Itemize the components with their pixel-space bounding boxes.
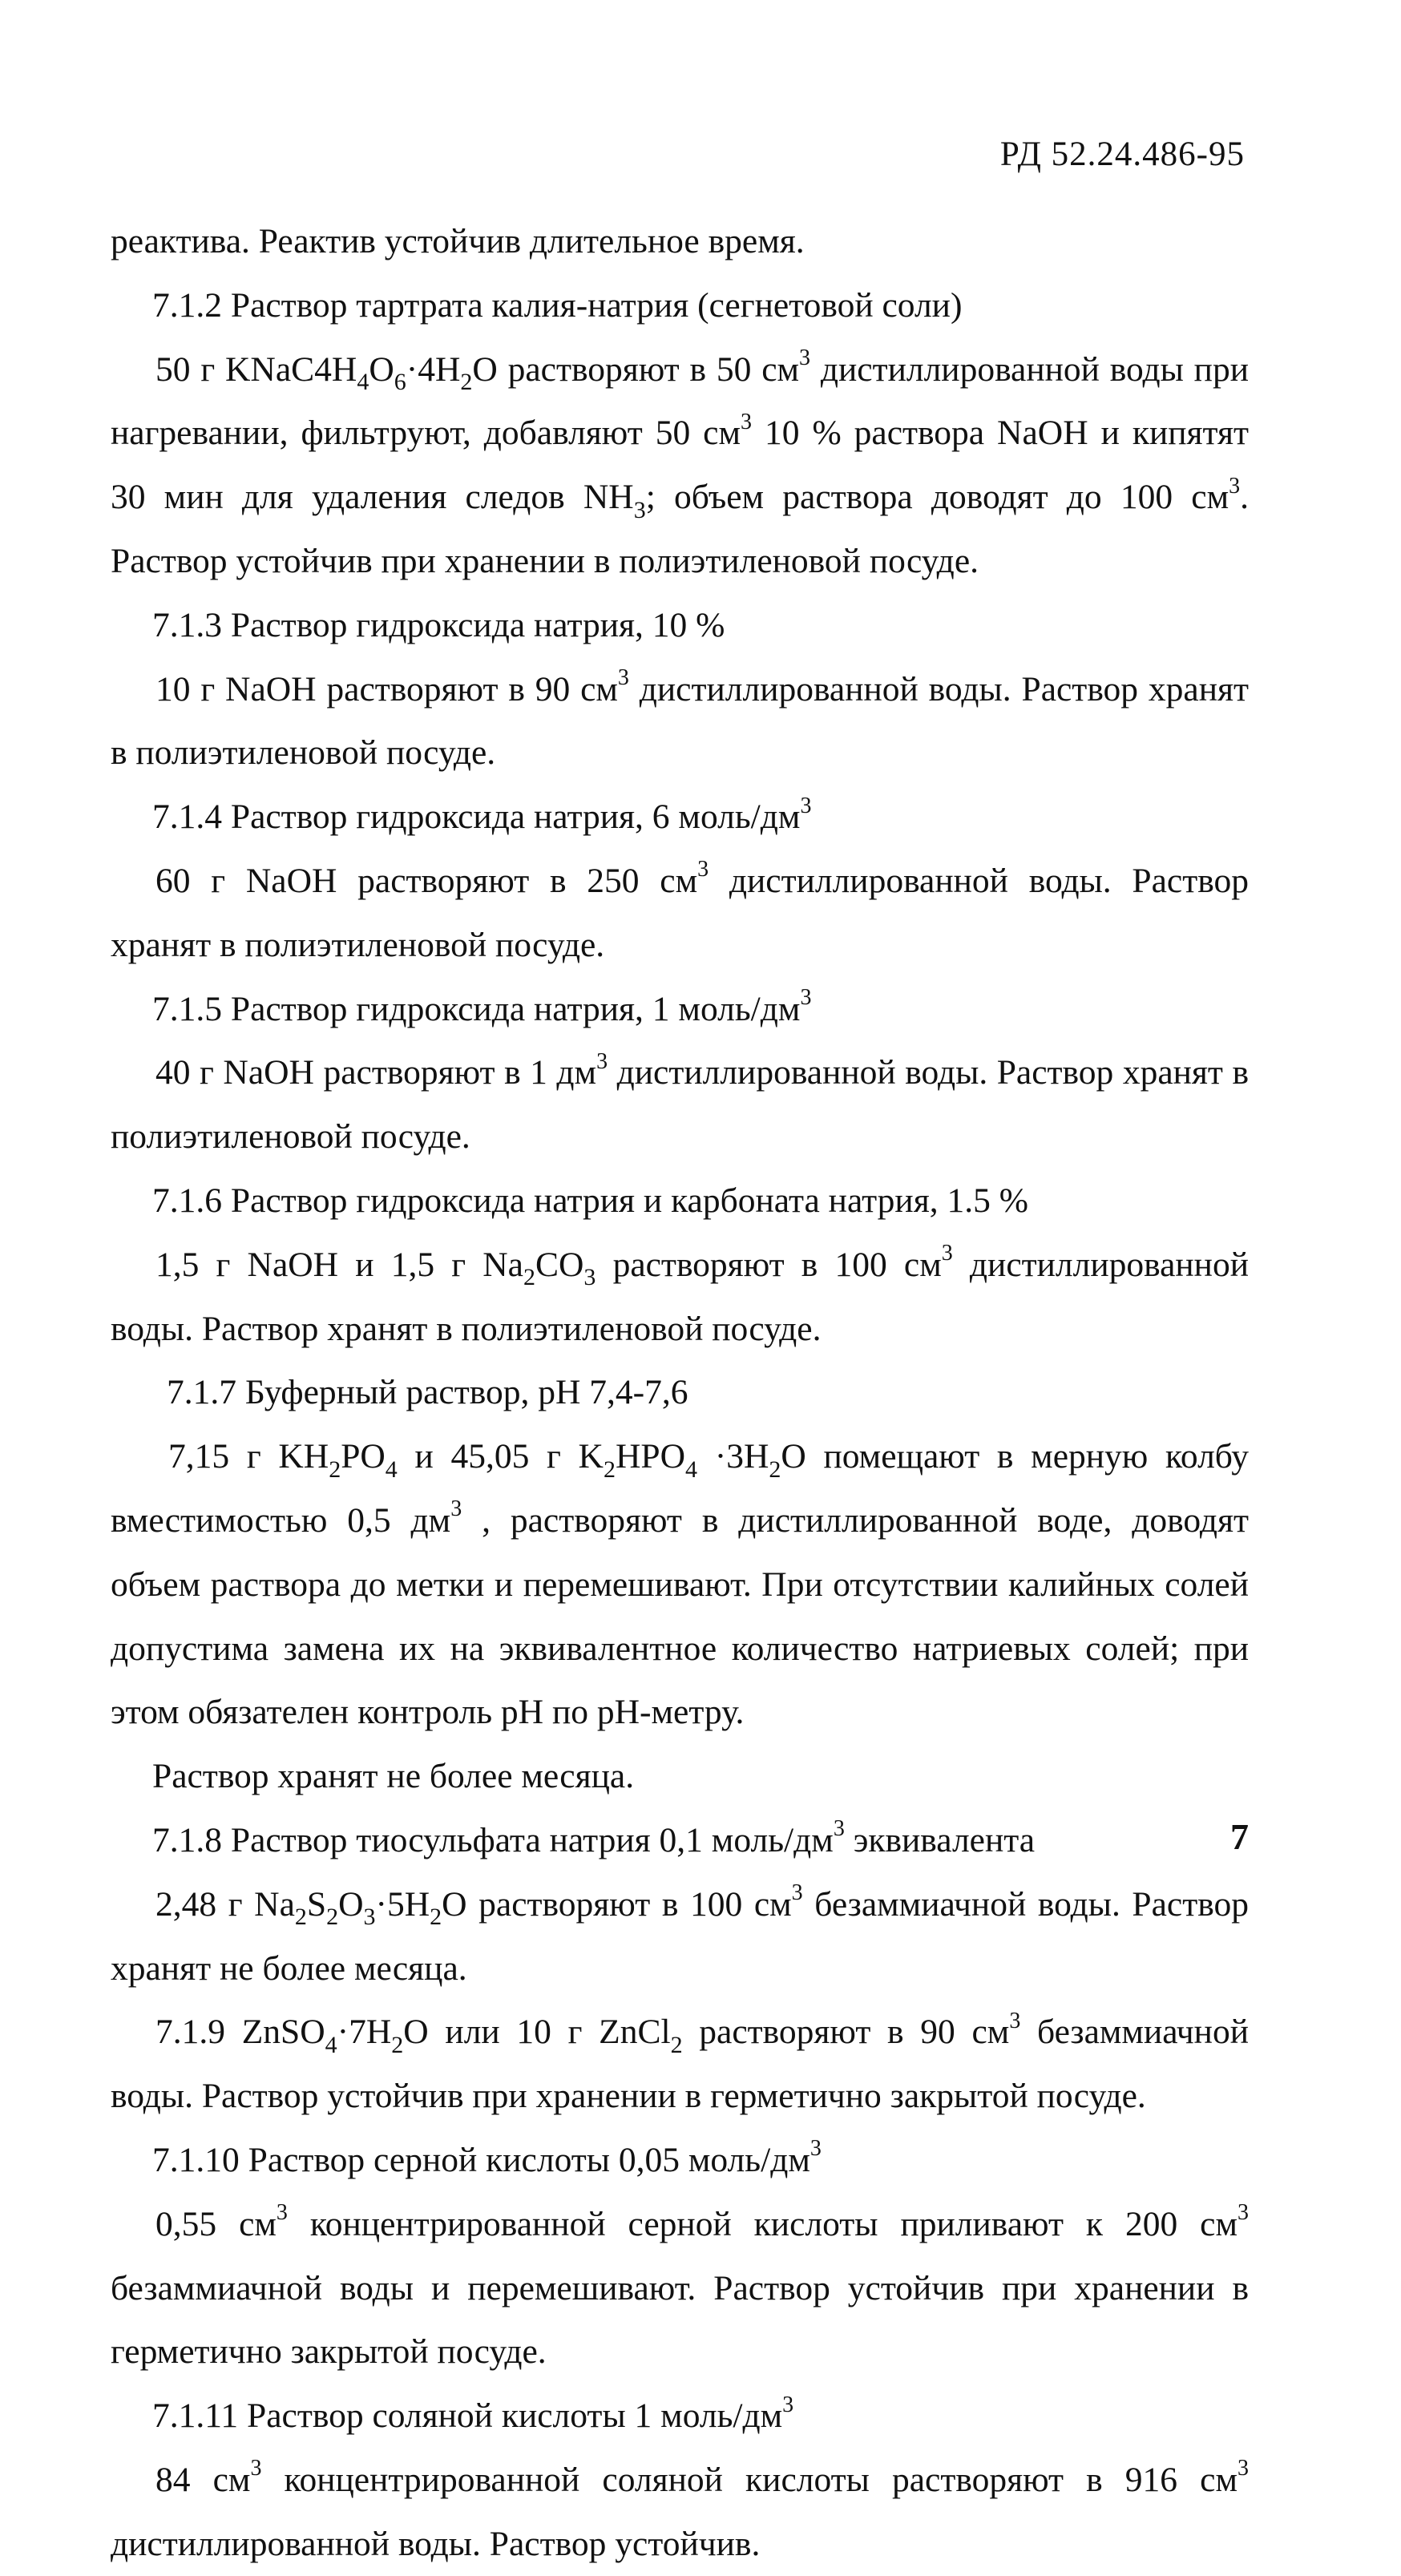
section-heading-7-1-7: 7.1.7 Буферный раствор, рН 7,4-7,6	[167, 1373, 688, 1412]
paragraph-7-1-4: 60 г NaOH растворяют в 250 $см^3$ дистиллированной воды. Раствор хранят в полиэтиленовой посуде.	[111, 857, 1249, 964]
section-heading-7-1-5: 7.1.5 Раствор гидроксида натрия, 1 моль/$дм^3$	[152, 985, 812, 1028]
paragraph-7-1-5: 40 г NaOH растворяют в 1 $дм^3$ дистиллированной воды. Раствор хранят в полиэтиленовой посуде.	[111, 1048, 1249, 1157]
document-code: РД 52.24.486-95	[999, 135, 1245, 173]
paragraph-7-1-10: 0,55 $см^3$ концентрированной серной кислоты приливают к 200 $см^3$ безаммиачной воды и перемешивают. Раствор устойчив при хранении в герметично закрытой посуде.	[111, 2200, 1249, 2372]
paragraph-7-1-2: 50 г $KNaC4H_4O_6\cdot 4H_2O$ растворяют в 50 $см^3$ дистиллированной воды при нагревании, фильтруют, добавляют 50 $см^3$ 10 % раствора NaOH и кипятят 30 мин для удаления следов $NH_3$; объем раствора доводят до 100 $см^3$. Раствор устойчив при хранении в полиэтиленовой посуде.	[111, 345, 1249, 580]
section-heading-7-1-6: 7.1.6 Раствор гидроксида натрия и карбоната натрия, 1.5 %	[152, 1181, 1028, 1220]
paragraph-7-1-9: 7.1.9 $ZnSO_4\cdot 7H_2O$ или 10 г ZnCl$_2$ растворяют в 90 $см^3$ безаммиачной воды. Раствор устойчив при хранении в герметично закрытой посуде.	[111, 2008, 1249, 2116]
section-heading-7-1-3: 7.1.3 Раствор гидроксида натрия, 10 %	[152, 605, 725, 644]
paragraph-7-1-3: 10 г NaOH растворяют в 90 $см^3$ дистиллированной воды. Раствор хранят в полиэтиленовой посуде.	[111, 665, 1250, 773]
text-line: Раствор хранят не более месяца.	[152, 1757, 635, 1796]
page-body	[111, 210, 1249, 2576]
section-heading-7-1-11: 7.1.11 Раствор соляной кислоты 1 моль/$дм^3$	[152, 2392, 794, 2436]
section-heading-7-1-2: 7.1.2 Раствор тартрата калия-натрия (сегнетовой соли)	[152, 285, 963, 325]
paragraph-7-1-8: 2,48 г $Na_2S_2O_3\cdot 5H_2O$ растворяют в 100 $см^3$ безаммиачной воды. Раствор хранят не более месяца.	[111, 1880, 1249, 1988]
paragraph-7-1-11: 84 $см^3$ концентрированной соляной кислоты растворяют в 916 $см^3$ дистиллированной воды. Раствор устойчив.	[111, 2456, 1249, 2563]
section-heading-7-1-10: 7.1.10 Раствор серной кислоты 0,05 моль/$дм^3$	[152, 2136, 822, 2179]
section-heading-7-1-4: 7.1.4 Раствор гидроксида натрия, 6 моль/$дм^3$	[152, 793, 812, 837]
section-heading-7-1-8: 7.1.8 Раствор тиосульфата натрия 0,1 моль/$дм^3$ эквивалента	[152, 1816, 1036, 1859]
text-line: реактива. Реактив устойчив длительное время.	[111, 222, 805, 260]
paragraph-7-1-6: 1,5 г NaOH и 1,5 г $Na_2CO_3$ растворяют в 100 $см^3$ дистиллированной воды. Раствор хранят в полиэтиленовой посуде.	[111, 1241, 1249, 1348]
page-number: 7	[1230, 1816, 1249, 1857]
paragraph-7-1-7: 7,15 г $KH_2PO_4$ и 45,05 г $K_2HPO_4 \cdot 3H_2O$ помещают в мерную колбу вместимостью 0,5 $дм^3$ , растворяют в дистиллированной воде, доводят объем раствора до метки и перемешивают. При отсутствии калийных солей допустима замена их на эквивалентное количество натриевых солей; при этом обязателен контроль рН по рН-метру.	[111, 1437, 1249, 1732]
